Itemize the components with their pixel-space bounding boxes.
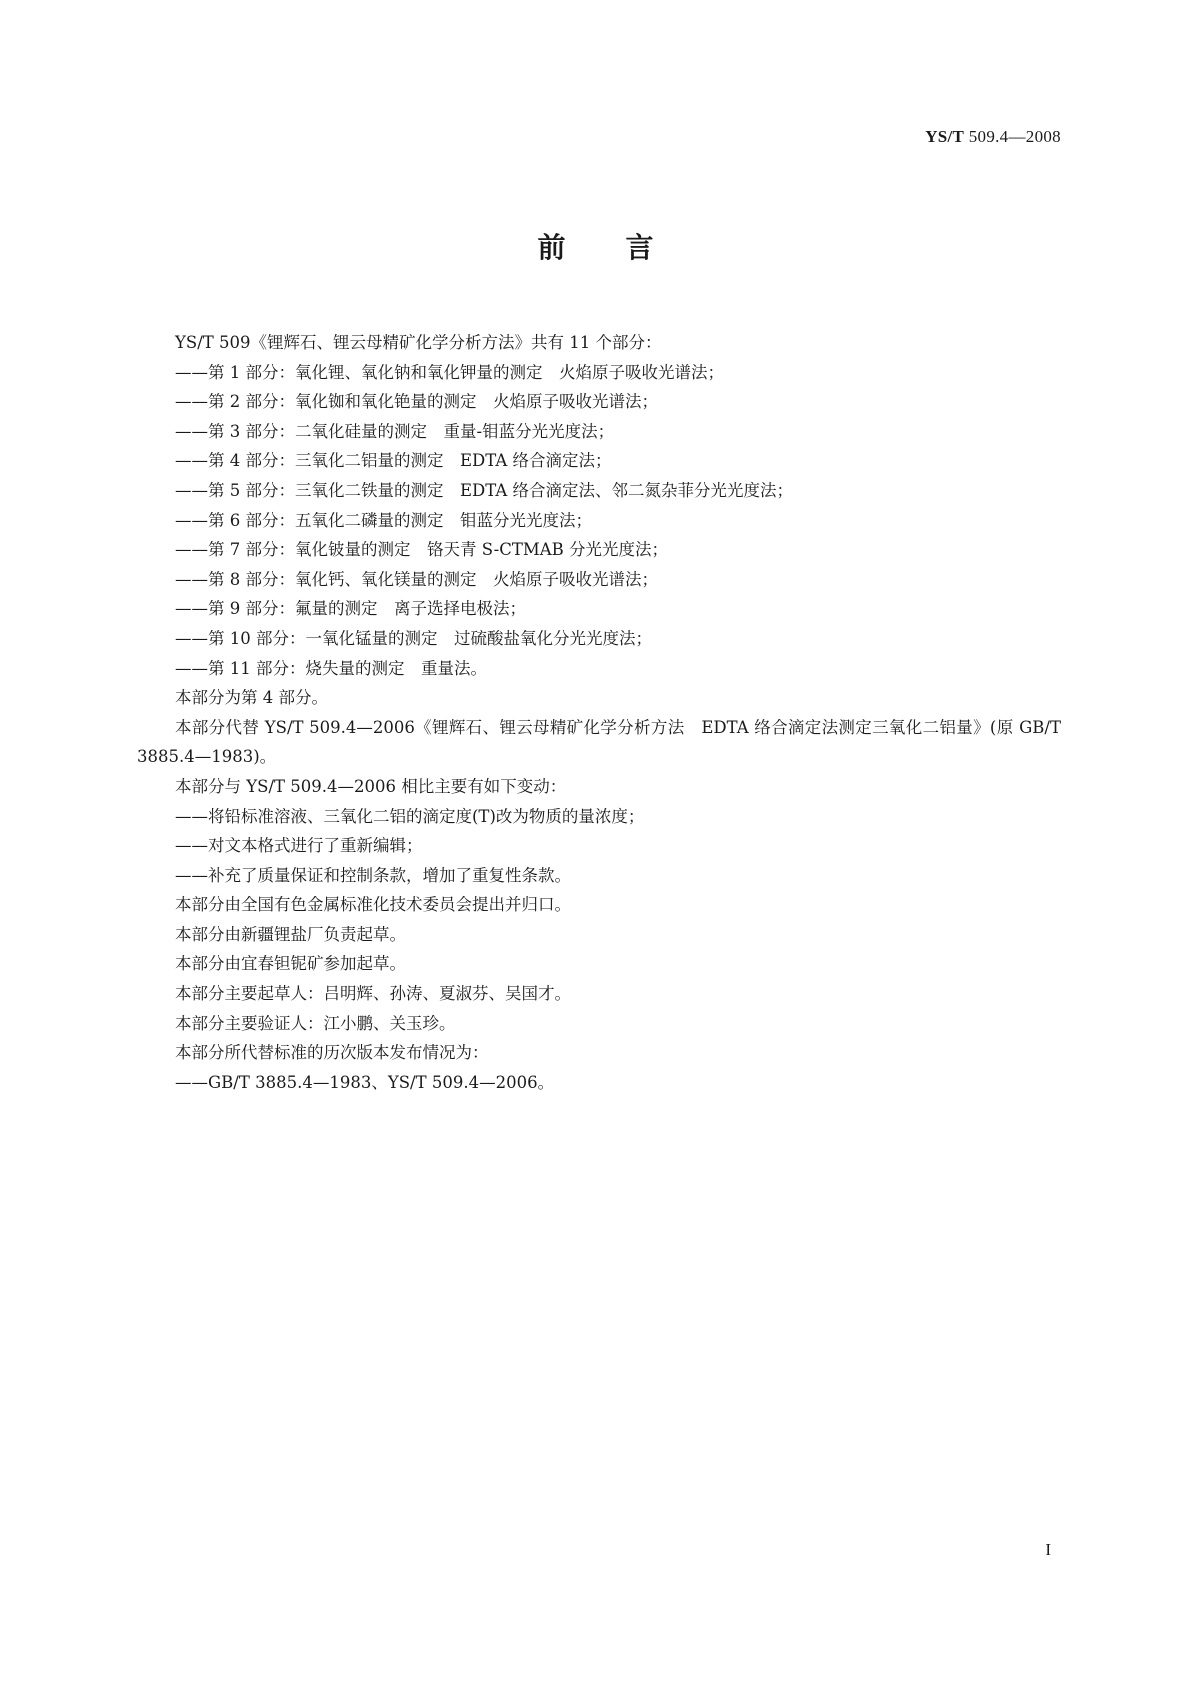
change-list-item: ——对文本格式进行了重新编辑；: [175, 836, 423, 856]
proposed-by-paragraph: 本部分由全国有色金属标准化技术委员会提出并归口。: [175, 895, 571, 915]
history-list-item: ——GB/T 3885.4—1983、YS/T 509.4—2006。: [175, 1072, 555, 1092]
page-title: 前言: [537, 231, 714, 264]
standard-number: 509.4—2008: [964, 127, 1061, 146]
replaces-paragraph: 本部分代替 YS/T 509.4—2006《锂辉石、锂云母精矿化学分析方法 EDTA 络合滴定法测定三氧化二铝量》(原 GB/T 3885.4—1983)。: [137, 717, 1061, 767]
changes-intro-paragraph: 本部分与 YS/T 509.4—2006 相比主要有如下变动：: [175, 776, 567, 796]
main-drafters-paragraph: 本部分主要起草人：吕明辉、孙涛、夏淑芬、吴国才。: [175, 984, 571, 1004]
intro-paragraph: YS/T 509《锂辉石、锂云母精矿化学分析方法》共有 11 个部分：: [175, 333, 662, 352]
part-list-item: ——第 10 部分：一氧化锰量的测定 过硫酸盐氧化分光光度法；: [175, 628, 652, 648]
drafted-by-paragraph: 本部分由新疆锂盐厂负责起草。: [175, 924, 406, 944]
history-intro-paragraph: 本部分所代替标准的历次版本发布情况为：: [175, 1043, 489, 1063]
part-list-item: ——第 4 部分：三氧化二铝量的测定 EDTA 络合滴定法；: [175, 451, 612, 471]
change-list-item: ——补充了质量保证和控制条款，增加了重复性条款。: [175, 865, 571, 885]
part-list-item: ——第 5 部分：三氧化二铁量的测定 EDTA 络合滴定法、邻二氮杂菲分光光度法；: [175, 480, 794, 500]
standard-code: [925, 127, 1061, 147]
part-list-item: ——第 11 部分：烧失量的测定 重量法。: [175, 658, 487, 678]
page-number: I: [1045, 1540, 1051, 1559]
document-body: [137, 328, 1061, 1097]
part-list-item: ——第 9 部分：氟量的测定 离子选择电极法；: [175, 599, 526, 619]
participated-by-paragraph: 本部分由宜春钽铌矿参加起草。: [175, 954, 406, 974]
standard-prefix: YS/T: [925, 127, 965, 146]
part-list-item: ——第 2 部分：氧化铷和氧化铯量的测定 火焰原子吸收光谱法；: [175, 392, 658, 412]
part-list-item: ——第 6 部分：五氧化二磷量的测定 钼蓝分光光度法；: [175, 510, 592, 530]
part-list-item: ——第 8 部分：氧化钙、氧化镁量的测定 火焰原子吸收光谱法；: [175, 569, 658, 589]
this-part-paragraph: 本部分为第 4 部分。: [175, 688, 328, 708]
change-list-item: ——将铅标准溶液、三氧化二铝的滴定度(T)改为物质的量浓度；: [175, 806, 645, 826]
part-list-item: ——第 3 部分：二氧化硅量的测定 重量-钼蓝分光光度法；: [175, 421, 615, 441]
main-verifiers-paragraph: 本部分主要验证人：江小鹏、关玉珍。: [175, 1013, 456, 1033]
part-list-item: ——第 7 部分：氧化铍量的测定 铬天青 S-CTMAB 分光光度法；: [175, 540, 669, 560]
part-list-item: ——第 1 部分：氧化锂、氧化钠和氧化钾量的测定 火焰原子吸收光谱法；: [175, 362, 724, 382]
